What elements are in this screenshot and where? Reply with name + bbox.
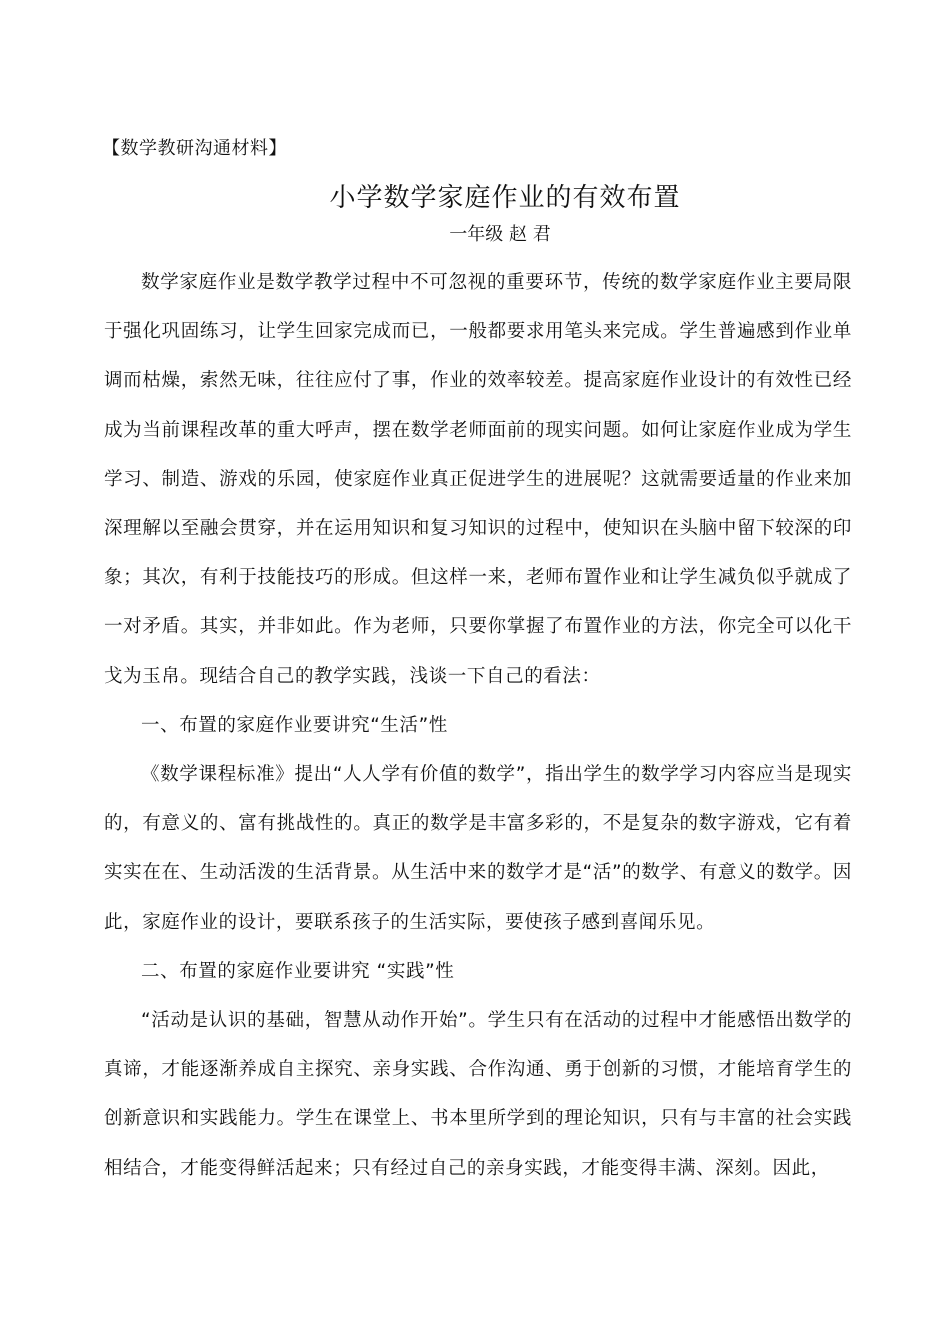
intro-paragraph: 数学家庭作业是数学教学过程中不可忽视的重要环节，传统的数学家庭作业主要局限于强化巩固练习，让学生回家完成而已，一般都要求用笔头来完成。学生普遍感到作业单调而枯燥，索然无味，往往应付了事，作业的效率较差。提高家庭作业设计的有效性已经成为当前课程改革的重大呼声，摆在数学老师面前的现实问题。如何让家庭作业成为学生学习、制造、游戏的乐园，使家庭作业真正促进学生的进展呢？这就需要适量的作业来加深理解以至融会贯穿，并在运用知识和复习知识的过程中，使知识在头脑中留下较深的印象；其次，有利于技能技巧的形成。但这样一来，老师布置作业和让学生减负似乎就成了一对矛盾。其实，并非如此。作为老师，只要你掌握了布置作业的方法，你完全可以化干戈为玉帛。现结合自己的教学实践，浅谈一下自己的看法： [104, 272, 852, 687]
section-heading-life: 一、布置的家庭作业要讲究“生活”性 [141, 714, 448, 736]
section-paragraph-practice: “活动是认识的基础，智慧从动作开始”。学生只有在活动的过程中才能感悟出数学的真谛，才能逐渐养成自主探究、亲身实践、合作沟通、勇于创新的习惯，才能培育学生的创新意识和实践能力。学生在课堂上、书本里所学到的理论知识，只有与丰富的社会实践相结合，才能变得鲜活起来；只有经过自己的亲身实践，才能变得丰满、深刻。因此， [104, 1010, 852, 1179]
section-heading-practice: 二、布置的家庭作业要讲究 “实践”性 [141, 960, 455, 982]
section-paragraph-life: 《数学课程标准》提出“人人学有价值的数学”，指出学生的数学学习内容应当是现实的，有意义的、富有挑战性的。真正的数学是丰富多彩的，不是复杂的数字游戏，它有着实实在在、生动活泼的生活背景。从生活中来的数学才是“活”的数学、有意义的数学。因此，家庭作业的设计，要联系孩子的生活实际，要使孩子感到喜闻乐见。 [104, 764, 852, 933]
document-body [104, 258, 852, 1193]
document-title: 小学数学家庭作业的有效布置 [329, 183, 681, 213]
author-line: 一年级 赵 君 [449, 224, 551, 245]
material-tag: 【数学教研沟通材料】 [102, 138, 287, 159]
